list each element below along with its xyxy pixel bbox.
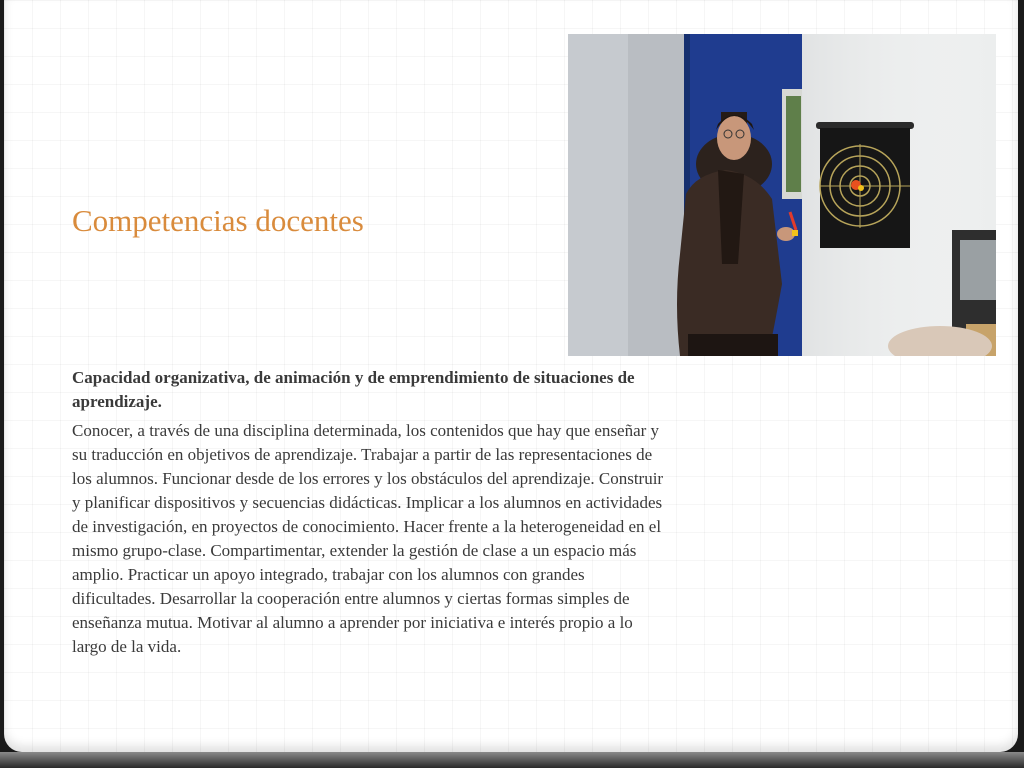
classroom-photo — [568, 34, 996, 356]
slide-body — [72, 366, 664, 659]
body-paragraph: Conocer, a través de una disciplina determinada, los contenidos que hay que enseñar y su traducción en objetivos de aprendizaje. Trabajar a partir de las representaciones de los alumnos. Funcionar desde de los errores y los obstáculos del aprendizaje. Construir y planificar dispositivos y secuencias didácticas. Implicar a los alumnos en actividades de investigación, en proyectos de conocimiento. Hacer frente a la heterogeneidad en el mismo grupo-clase. Compartimentar, extender la gestión de clase a un espacio más amplio. Practicar un apoyo integrado, trabajar con los alumnos con grandes dificultades. Desarrollar la cooperación entre alumnos y ciertas formas simples de enseñanza mutua. Motivar al alumno a aprender por iniciativa e interés propio a lo largo de la vida. — [72, 421, 664, 656]
slide-bottom-edge — [0, 752, 1024, 768]
slide-title: Competencias docentes — [72, 203, 364, 238]
section-heading: Capacidad organizativa, de animación y de emprendimiento de situaciones de aprendizaje. — [72, 368, 635, 411]
